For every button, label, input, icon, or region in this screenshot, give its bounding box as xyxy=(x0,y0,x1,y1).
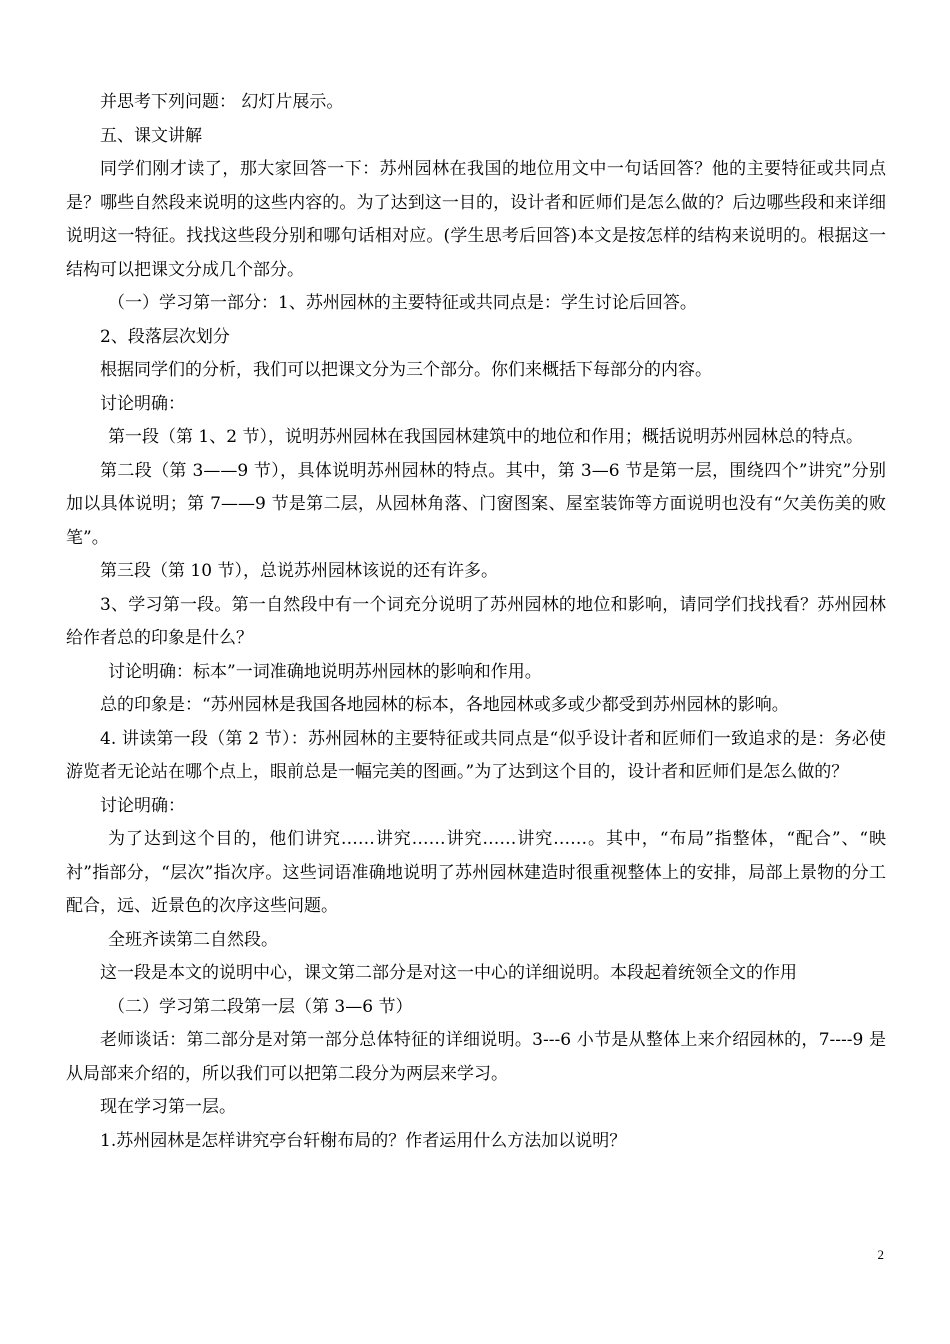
subsection-heading-part-two: （二）学习第二段第一层（第 3—6 节） xyxy=(108,996,413,1017)
paragraph-6: 根据同学们的分析，我们可以把课文分为三个部分。你们来概括下每部分的内容。 xyxy=(100,360,712,380)
paragraph-11: 3、学习第一段。第一自然段中有一个词充分说明了苏州园林的地位和影响，请同学们找找看？苏州园林给作者总的印象是什么？ xyxy=(66,594,886,648)
paragraph-21: 现在学习第一层。 xyxy=(100,1097,236,1117)
paragraph-18: 这一段是本文的说明中心，课文第二部分是对这一中心的详细说明。本段起着统领全文的作用 xyxy=(100,963,797,983)
paragraph-14: 4. 讲读第一段（第 2 节）：苏州园林的主要特征或共同点是“似乎设计者和匠师们一致追求的是：务必使游览者无论站在哪个点上，眼前总是一幅完美的图画。”为了达到这个目的，设计者和匠师们是怎么做的？ xyxy=(66,728,886,782)
paragraph-8: 第一段（第 1、2 节），说明苏州园林在我国园林建筑中的地位和作用；概括说明苏州园林总的特点。 xyxy=(108,427,863,447)
paragraph-22: 1.苏州园林是怎样讲究亭台轩榭布局的？作者运用什么方法加以说明？ xyxy=(100,1130,627,1151)
paragraph-17: 全班齐读第二自然段。 xyxy=(108,929,278,950)
page-number: 2 xyxy=(877,1247,884,1262)
subsection-heading-part-one: （一）学习第一部分：1、苏州园林的主要特征或共同点是：学生讨论后回答。 xyxy=(108,293,697,313)
section-heading-lesson-explanation: 五、课文讲解 xyxy=(100,125,202,146)
paragraph-15: 讨论明确： xyxy=(100,795,185,816)
paragraph-1: 并思考下列问题： 幻灯片展示。 xyxy=(100,92,344,112)
document-body xyxy=(66,86,886,1158)
paragraph-13: 总的印象是：“苏州园林是我国各地园林的标本，各地园林或多或少都受到苏州园林的影响。 xyxy=(100,695,789,715)
paragraph-9: 第二段（第 3——9 节），具体说明苏州园林的特点。其中，第 3—6 节是第一层，围绕四个”讲究”分别加以具体说明；第 7——9 节是第二层，从园林角落、门窗图案、屋室装饰等方面说明也没有“欠美伤美的败笔”。 xyxy=(66,460,886,548)
paragraph-16: 为了达到这个目的，他们讲究……讲究……讲究……讲究……。其中，“布局”指整体，“配合”、“映衬”指部分，“层次”指次序。这些词语准确地说明了苏州园林建造时很重视整体上的安排，局部上景物的分工配合，远、近景色的次序这些问题。 xyxy=(66,829,886,916)
paragraph-10: 第三段（第 10 节），总说苏州园林该说的还有许多。 xyxy=(100,561,498,581)
paragraph-20: 老师谈话：第二部分是对第一部分总体特征的详细说明。3---6 小节是从整体上来介绍园林的，7----9 是从局部来介绍的，所以我们可以把第二段分为两层来学习。 xyxy=(66,1030,886,1084)
paragraph-5: 2、段落层次划分 xyxy=(100,326,230,347)
paragraph-12: 讨论明确：标本”一词准确地说明苏州园林的影响和作用。 xyxy=(108,661,542,682)
paragraph-7: 讨论明确： xyxy=(100,393,185,414)
paragraph-3: 同学们刚才读了，那大家回答一下：苏州园林在我国的地位用文中一句话回答？他的主要特征或共同点是？哪些自然段来说明的这些内容的。为了达到这一目的，设计者和匠师们是怎么做的？后边哪些段和来详细说明这一特征。找找这些段分别和哪句话相对应。(学生思考后回答)本文是按怎样的结构来说明的。根据这一结构可以把课文分成几个部分。 xyxy=(66,159,886,280)
